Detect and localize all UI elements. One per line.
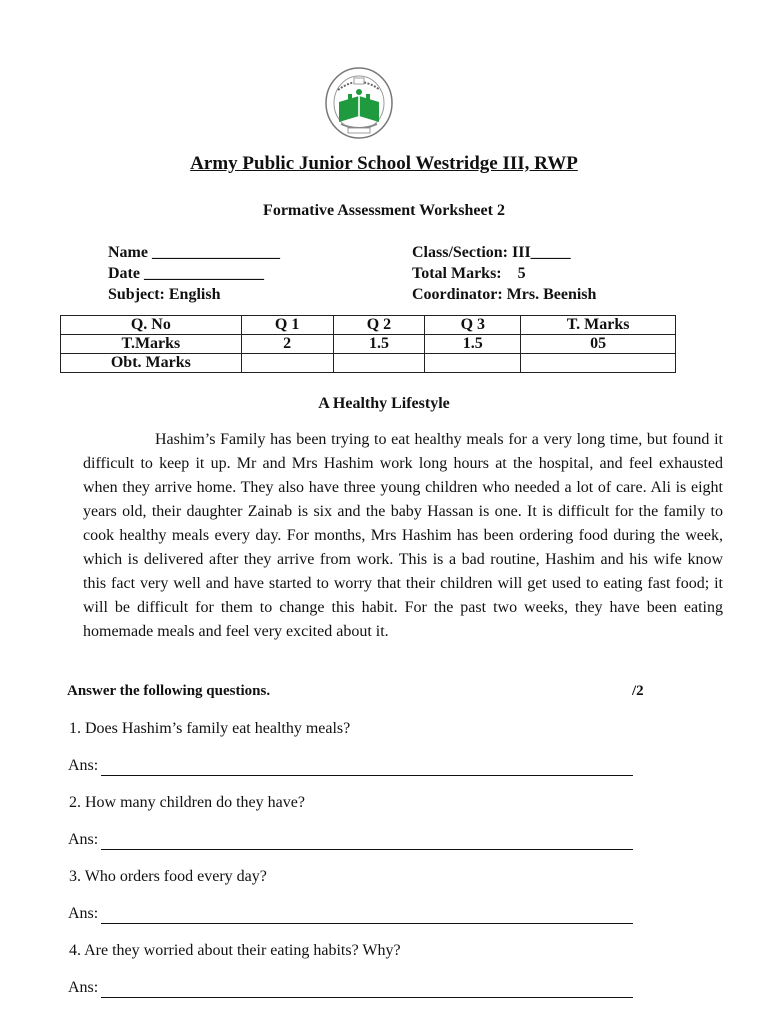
table-header-cell: Q 1 [241, 316, 333, 335]
worksheet-title: Formative Assessment Worksheet 2 [263, 202, 505, 219]
table-header-cell: T. Marks [521, 316, 676, 335]
question-1: 1. Does Hashim’s family eat healthy meals? [69, 720, 351, 737]
answer-label: Ans: [68, 979, 99, 996]
date-field: Date _______________ [108, 265, 264, 282]
questions-instruction: Answer the following questions. [67, 683, 271, 699]
answer-line-2[interactable] [101, 849, 633, 850]
table-cell [241, 354, 333, 373]
table-header-cell: Q 2 [333, 316, 425, 335]
table-cell: 05 [521, 335, 676, 354]
table-cell: 2 [241, 335, 333, 354]
table-cell [521, 354, 676, 373]
passage-text: Hashim’s Family has been trying to eat healthy meals for a very long time, but found it difficult to keep it up. Mr and Mrs Hashim work long hours at the hospital, and feel exhausted when they arrive home. They also have three young children who needed a lot of care. Ali is eight years old, their daughter Zainab is six and the baby Hassan is one. It is difficult for the family to cook healthy meals every day. For months, Mrs Hashim has been ordering food during the week, which is delivered after they arrive from work. This is a bad routine, Hashim and his wife know this fact very well and have started to worry that their children will get used to eating fast food; it will be difficult for them to change this habit. For the past two weeks, they have been eating homemade meals and feel very excited about it. [83, 431, 723, 640]
table-header-cell: Q 3 [425, 316, 521, 335]
answer-label: Ans: [68, 831, 99, 848]
table-cell [333, 354, 425, 373]
name-field: Name ________________ [108, 244, 280, 261]
questions-marks: /2 [632, 683, 644, 699]
question-4: 4. Are they worried about their eating habits? Why? [69, 942, 401, 959]
passage-title: A Healthy Lifestyle [318, 395, 450, 412]
student-info-right [412, 242, 596, 305]
total-marks-field: Total Marks: 5 [412, 265, 526, 282]
answer-line-3[interactable] [101, 923, 633, 924]
answer-label: Ans: [68, 757, 99, 774]
answer-line-4[interactable] [101, 997, 633, 998]
table-cell [425, 354, 521, 373]
question-2: 2. How many children do they have? [69, 794, 305, 811]
marks-table [60, 315, 676, 373]
table-header-cell: Q. No [61, 316, 242, 335]
answer-line-1[interactable] [101, 775, 633, 776]
apsacs-emblem-icon [324, 66, 394, 140]
table-cell: T.Marks [61, 335, 242, 354]
class-section-field: Class/Section: III_____ [412, 244, 571, 261]
table-header-row [61, 316, 676, 335]
table-row [61, 354, 676, 373]
subject-field: Subject: English [108, 286, 221, 303]
answer-label: Ans: [68, 905, 99, 922]
school-name: Army Public Junior School Westridge III, RWP [190, 153, 578, 174]
table-cell: 1.5 [333, 335, 425, 354]
student-info-left [108, 242, 280, 305]
coordinator-field: Coordinator: Mrs. Beenish [412, 286, 597, 303]
question-3: 3. Who orders food every day? [69, 868, 267, 885]
table-cell: 1.5 [425, 335, 521, 354]
table-row [61, 335, 676, 354]
table-cell: Obt. Marks [61, 354, 242, 373]
